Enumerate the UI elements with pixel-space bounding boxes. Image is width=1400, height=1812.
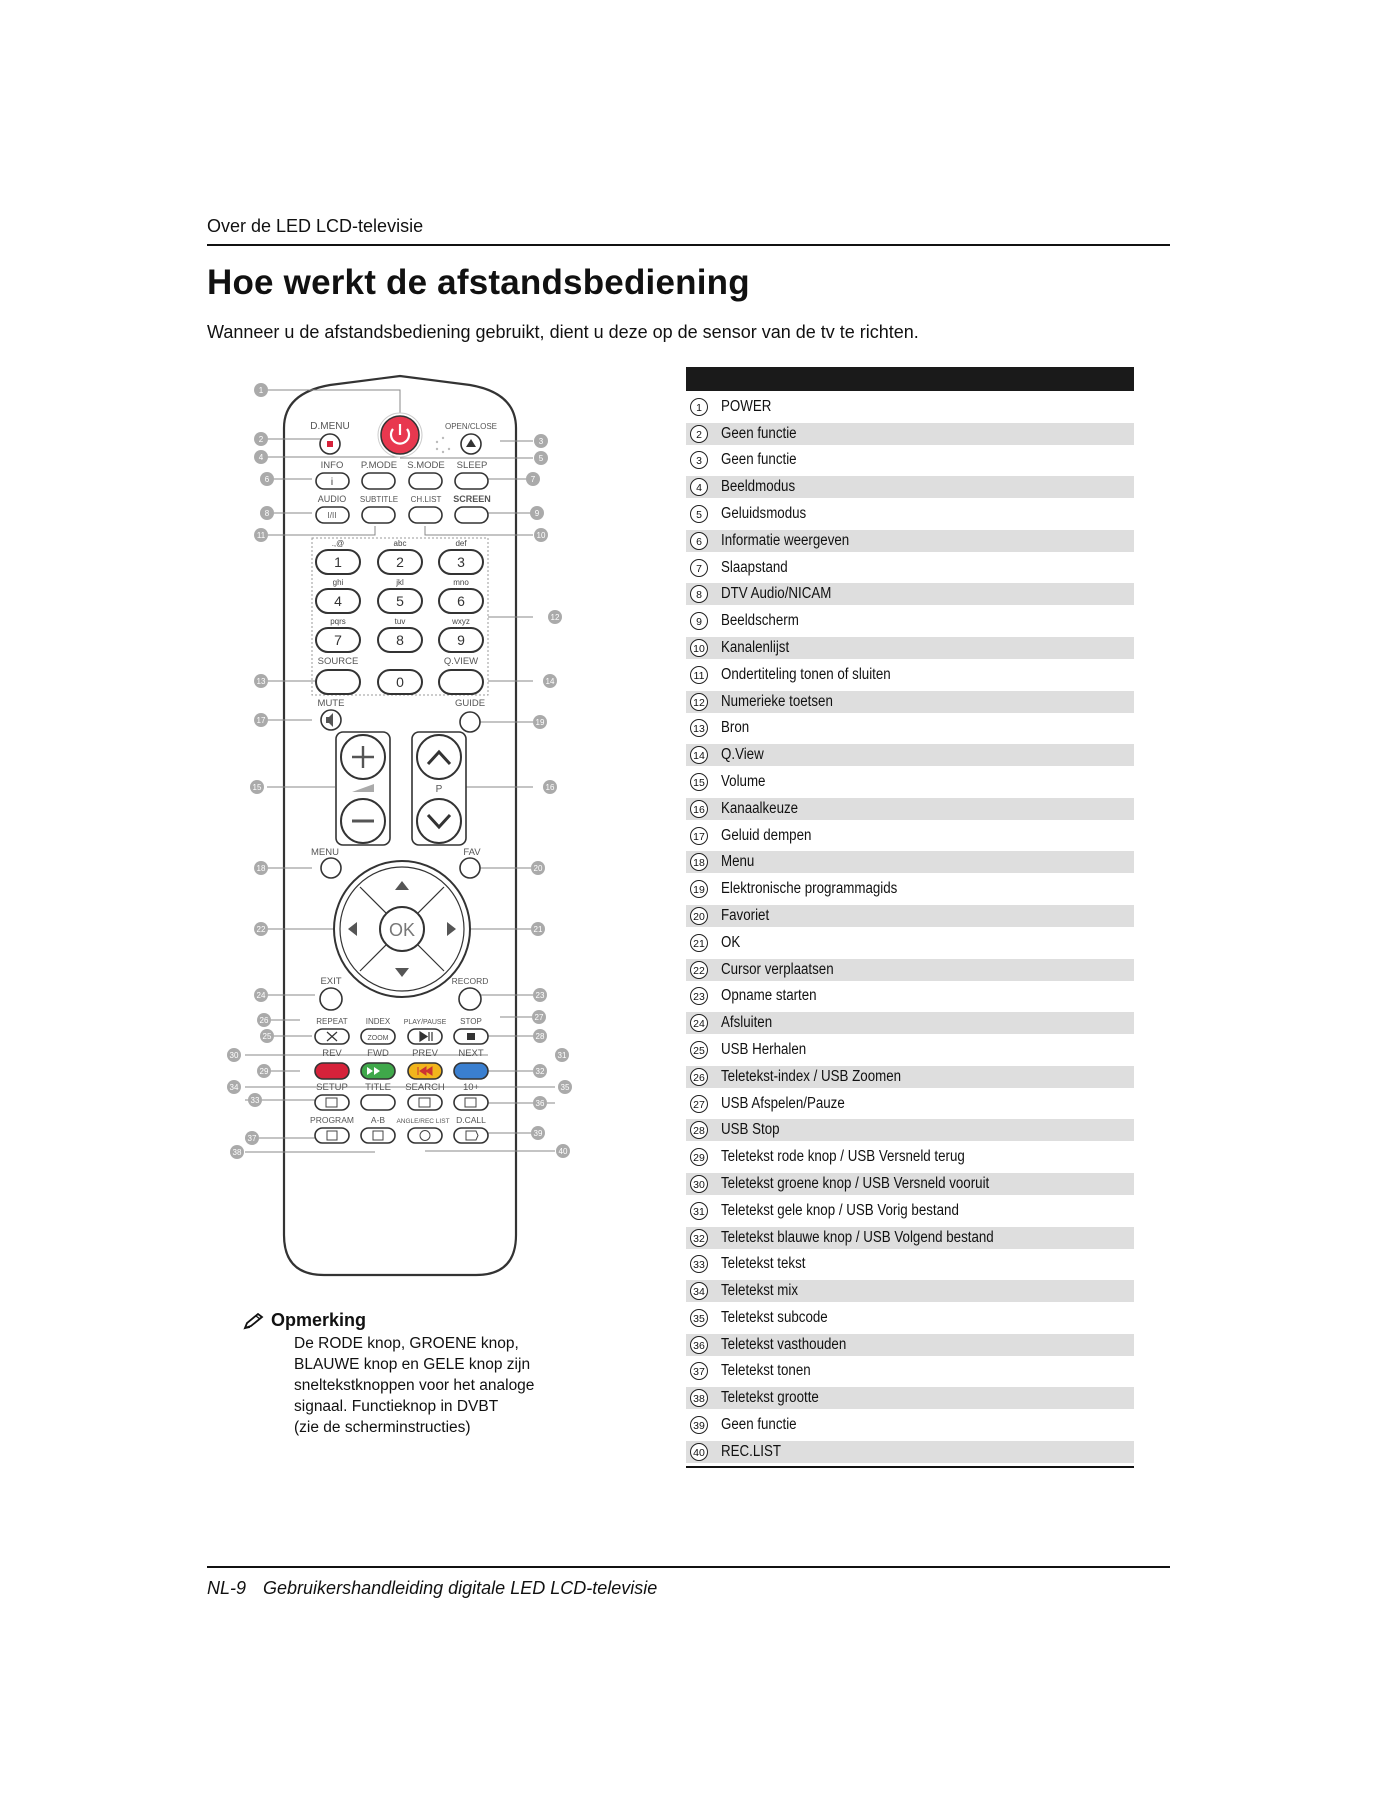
row-number-badge: 3 <box>690 451 708 469</box>
row-label: Geluid dempen <box>721 826 812 844</box>
table-row <box>686 503 1134 525</box>
row-number-badge: 31 <box>690 1202 708 1220</box>
header-rule <box>207 244 1170 246</box>
svg-text:13: 13 <box>256 677 266 686</box>
row-number-badge: 37 <box>690 1362 708 1380</box>
svg-text:2: 2 <box>258 435 264 444</box>
svg-text:8: 8 <box>264 509 270 518</box>
row-number-badge: 40 <box>690 1443 708 1461</box>
row-label: Teletekst blauwe knop / USB Volgend bestand <box>721 1228 994 1246</box>
svg-text:15: 15 <box>252 783 262 792</box>
playpause-label: PLAY/PAUSE <box>403 1019 447 1026</box>
table-row <box>686 744 1134 766</box>
row-number-badge: 14 <box>690 746 708 764</box>
note-line: signaal. Functieknop in DVBT <box>294 1398 499 1415</box>
svg-text:24: 24 <box>256 991 266 1000</box>
row-label: Teletekst rode knop / USB Versneld terug <box>721 1148 965 1166</box>
row-label: Elektronische programmagids <box>721 880 898 898</box>
info-label: INFO <box>320 460 344 471</box>
table-row <box>686 557 1134 579</box>
svg-text:jkl: jkl <box>396 578 404 587</box>
footer-title: Gebruikershandleiding digitale LED LCD-televisie <box>263 1578 658 1598</box>
row-label: Teletekst mix <box>721 1282 799 1300</box>
svg-text:0: 0 <box>396 674 404 690</box>
table-row <box>686 1307 1134 1329</box>
note-line: sneltekstknoppen voor het analoge <box>294 1377 535 1394</box>
table-row <box>686 878 1134 900</box>
row-label: OK <box>721 933 741 951</box>
table-row <box>686 985 1134 1007</box>
title-label: TITLE <box>365 1082 391 1093</box>
red-button[interactable] <box>315 1063 349 1079</box>
table-row <box>686 1146 1134 1168</box>
menu-button[interactable] <box>321 858 341 878</box>
table-row <box>686 1012 1134 1034</box>
chlist-button[interactable] <box>409 507 442 523</box>
program-button[interactable] <box>315 1128 349 1143</box>
source-button[interactable] <box>316 670 360 694</box>
table-row <box>686 1119 1134 1141</box>
row-label: Teletekst gele knop / USB Vorig bestand <box>721 1201 959 1219</box>
svg-text:mno: mno <box>453 578 469 587</box>
row-label: Volume <box>721 772 766 790</box>
row-number-badge: 8 <box>690 585 708 603</box>
table-rows <box>686 396 1134 1463</box>
table-header <box>686 367 1134 391</box>
table-row <box>686 851 1134 873</box>
svg-text:abc: abc <box>393 539 407 548</box>
svg-text:5: 5 <box>396 593 404 609</box>
guide-label: GUIDE <box>454 698 486 709</box>
table-row <box>686 1280 1134 1302</box>
svg-text:35: 35 <box>560 1083 570 1092</box>
chlist-label: CH.LIST <box>410 495 442 504</box>
page-title: Hoe werkt de afstandsbediening <box>207 263 750 302</box>
svg-text:4: 4 <box>258 453 264 462</box>
note-line: De RODE knop, GROENE knop, <box>294 1335 519 1352</box>
smode-label: S.MODE <box>407 460 445 471</box>
svg-text:2: 2 <box>396 554 404 570</box>
screen-label: SCREEN <box>453 494 491 504</box>
svg-text:9: 9 <box>457 632 465 648</box>
info-icon: i <box>330 477 334 488</box>
svg-text:wxyz: wxyz <box>452 617 470 626</box>
row-label: Q.View <box>721 746 764 764</box>
row-label: Opname starten <box>721 987 817 1005</box>
row-number-badge: 28 <box>690 1121 708 1139</box>
svg-text:5: 5 <box>538 454 544 463</box>
row-number-badge: 9 <box>690 612 708 630</box>
row-number-badge: 4 <box>690 478 708 496</box>
footer-rule <box>207 1566 1170 1568</box>
table-row <box>686 1334 1134 1356</box>
svg-text:18: 18 <box>256 864 266 873</box>
svg-text:33: 33 <box>250 1096 260 1105</box>
table-row <box>686 423 1134 445</box>
svg-text:6: 6 <box>457 593 465 609</box>
svg-text:32: 32 <box>535 1067 545 1076</box>
audio-icon: I/II <box>327 511 337 520</box>
menu-label: MENU <box>311 847 339 858</box>
row-number-badge: 11 <box>690 666 708 684</box>
svg-text:pqrs: pqrs <box>330 617 346 626</box>
ab-button[interactable] <box>361 1128 395 1143</box>
svg-text:8: 8 <box>396 632 404 648</box>
note-line: (zie de scherminstructies) <box>294 1419 471 1436</box>
svg-text:28: 28 <box>535 1032 545 1041</box>
row-label: Geen functie <box>721 451 797 469</box>
sleep-button[interactable] <box>455 473 488 489</box>
channel-up-button[interactable] <box>417 735 461 779</box>
table-row <box>686 717 1134 739</box>
row-label: Informatie weergeven <box>721 531 850 549</box>
svg-text:ghi: ghi <box>332 578 344 587</box>
exit-label: EXIT <box>320 976 342 987</box>
table-row <box>686 798 1134 820</box>
record-label: RECORD <box>451 976 489 986</box>
table-row <box>686 1039 1134 1061</box>
row-number-badge: 16 <box>690 800 708 818</box>
p-label: P <box>435 784 443 795</box>
row-number-badge: 24 <box>690 1014 708 1032</box>
svg-text:31: 31 <box>557 1051 567 1060</box>
stop-icon <box>327 441 333 447</box>
svg-text:4: 4 <box>334 593 342 609</box>
row-label: USB Stop <box>721 1121 780 1139</box>
footer-page-number: NL-9 <box>207 1578 247 1598</box>
svg-text:22: 22 <box>256 925 266 934</box>
table-row <box>686 1173 1134 1195</box>
table-row <box>686 449 1134 471</box>
table-row <box>686 1200 1134 1222</box>
row-number-badge: 18 <box>690 853 708 871</box>
svg-text:10: 10 <box>536 531 546 540</box>
row-number-badge: 33 <box>690 1255 708 1273</box>
prev-label: PREV <box>412 1048 438 1059</box>
row-number-badge: 7 <box>690 559 708 577</box>
smode-button[interactable] <box>409 473 442 489</box>
table-row <box>686 530 1134 552</box>
svg-text:.,@: .,@ <box>331 539 345 548</box>
svg-text:7: 7 <box>530 475 536 484</box>
svg-text:19: 19 <box>535 718 545 727</box>
rev-label: REV <box>322 1048 342 1059</box>
row-label: Numerieke toetsen <box>721 692 833 710</box>
pmode-button[interactable] <box>362 473 395 489</box>
qview-label: Q.VIEW <box>443 656 479 667</box>
svg-text:3: 3 <box>457 554 465 570</box>
svg-text:23: 23 <box>535 991 545 1000</box>
row-number-badge: 39 <box>690 1416 708 1434</box>
note-body <box>294 1333 563 1438</box>
svg-text:1: 1 <box>258 386 264 395</box>
svg-text:def: def <box>455 539 467 548</box>
svg-text:7: 7 <box>334 632 342 648</box>
row-number-badge: 25 <box>690 1041 708 1059</box>
stop-label: STOP <box>460 1017 482 1026</box>
source-label: SOURCE <box>317 656 359 667</box>
row-number-badge: 22 <box>690 961 708 979</box>
remote-diagram <box>215 370 585 1290</box>
channel-down-button[interactable] <box>417 799 461 843</box>
svg-text:6: 6 <box>264 475 270 484</box>
row-number-badge: 27 <box>690 1095 708 1113</box>
svg-text:9: 9 <box>534 509 540 518</box>
row-label: Teletekst tekst <box>721 1255 806 1273</box>
svg-text:34: 34 <box>229 1083 239 1092</box>
screen-button[interactable] <box>455 507 488 523</box>
setup-label: SETUP <box>316 1082 348 1093</box>
table-row <box>686 637 1134 659</box>
row-label: Kanaalkeuze <box>721 799 799 817</box>
row-label: USB Herhalen <box>721 1040 807 1058</box>
row-label: Geen functie <box>721 1416 797 1434</box>
table-row <box>686 825 1134 847</box>
row-number-badge: 10 <box>690 639 708 657</box>
svg-text:30: 30 <box>229 1051 239 1060</box>
table-row <box>686 610 1134 632</box>
row-number-badge: 20 <box>690 907 708 925</box>
table-row <box>686 476 1134 498</box>
table-bottom-rule <box>686 1466 1134 1468</box>
ok-label: OK <box>388 920 416 940</box>
row-label: Teletekst tonen <box>721 1362 811 1380</box>
row-label: Bron <box>721 719 750 737</box>
table-row <box>686 771 1134 793</box>
svg-text:12: 12 <box>550 613 560 622</box>
ten-plus-label: 10+ <box>462 1082 480 1093</box>
row-number-badge: 17 <box>690 827 708 845</box>
table-row <box>686 1093 1134 1115</box>
row-number-badge: 34 <box>690 1282 708 1300</box>
table-row <box>686 396 1134 418</box>
row-label: Afsluiten <box>721 1014 773 1032</box>
index-label: INDEX <box>365 1017 391 1026</box>
subtitle-button[interactable] <box>362 507 395 523</box>
row-number-badge: 26 <box>690 1068 708 1086</box>
row-label: Favoriet <box>721 906 770 924</box>
table-row <box>686 1253 1134 1275</box>
function-table <box>686 367 1134 1468</box>
row-label: Teletekst subcode <box>721 1308 828 1326</box>
pencil-icon <box>243 1312 265 1330</box>
row-number-badge: 38 <box>690 1389 708 1407</box>
svg-text:1: 1 <box>334 554 342 570</box>
subtitle-label: SUBTITLE <box>359 495 399 504</box>
guide-button[interactable] <box>460 712 480 732</box>
row-label: Menu <box>721 853 755 871</box>
table-row <box>686 1227 1134 1249</box>
fwd-label: FWD <box>367 1048 389 1059</box>
next-label: NEXT <box>458 1048 484 1059</box>
row-label: Teletekst grootte <box>721 1389 819 1407</box>
pmode-label: P.MODE <box>360 460 398 471</box>
row-label: Beeldmodus <box>721 478 796 496</box>
table-row <box>686 1441 1134 1463</box>
table-row <box>686 905 1134 927</box>
row-label: Ondertiteling tonen of sluiten <box>721 665 891 683</box>
dcall-label: D.CALL <box>456 1115 486 1125</box>
header-title: Over de LED LCD-televisie <box>207 216 424 236</box>
table-row <box>686 959 1134 981</box>
svg-text:29: 29 <box>259 1067 269 1076</box>
svg-text:25: 25 <box>262 1032 272 1041</box>
svg-text:39: 39 <box>533 1129 543 1138</box>
row-number-badge: 15 <box>690 773 708 791</box>
svg-text:11: 11 <box>256 531 266 540</box>
table-row <box>686 1387 1134 1409</box>
row-number-badge: 2 <box>690 425 708 443</box>
row-label: Teletekst-index / USB Zoomen <box>721 1067 902 1085</box>
fav-button[interactable] <box>460 858 480 878</box>
row-number-badge: 29 <box>690 1148 708 1166</box>
row-label: Geen functie <box>721 424 797 442</box>
row-label: Slaapstand <box>721 558 788 576</box>
svg-text:38: 38 <box>232 1148 242 1157</box>
angle-label: ANGLE/REC LIST <box>396 1118 450 1125</box>
table-row <box>686 1066 1134 1088</box>
search-button[interactable] <box>408 1095 442 1110</box>
repeat-label: REPEAT <box>316 1017 348 1026</box>
footer <box>207 1578 657 1599</box>
table-row <box>686 1414 1134 1436</box>
ten-plus-button[interactable] <box>454 1095 488 1110</box>
title-button[interactable] <box>361 1095 395 1110</box>
program-label: PROGRAM <box>310 1115 354 1125</box>
row-number-badge: 30 <box>690 1175 708 1193</box>
svg-text:40: 40 <box>558 1147 568 1156</box>
fav-label: FAV <box>463 847 481 858</box>
note-line: BLAUWE knop en GELE knop zijn <box>294 1356 531 1373</box>
svg-text:3: 3 <box>538 437 544 446</box>
blue-button[interactable] <box>454 1063 488 1079</box>
svg-text:20: 20 <box>533 864 543 873</box>
qview-button[interactable] <box>439 670 483 694</box>
row-label: USB Afspelen/Pauze <box>721 1094 845 1112</box>
row-number-badge: 1 <box>690 398 708 416</box>
row-label: Geluidsmodus <box>721 504 807 522</box>
row-label: DTV Audio/NICAM <box>721 585 832 603</box>
mute-label: MUTE <box>317 698 345 709</box>
table-row <box>686 932 1134 954</box>
row-number-badge: 12 <box>690 693 708 711</box>
svg-text:27: 27 <box>534 1013 544 1022</box>
svg-text:14: 14 <box>545 677 555 686</box>
table-row <box>686 664 1134 686</box>
table-row <box>686 691 1134 713</box>
svg-text:tuv: tuv <box>394 617 406 626</box>
row-label: Teletekst groene knop / USB Versneld vooruit <box>721 1174 990 1192</box>
openclose-label: OPEN/CLOSE <box>444 422 498 431</box>
row-number-badge: 19 <box>690 880 708 898</box>
row-label: POWER <box>721 397 772 415</box>
note-heading <box>243 1310 563 1331</box>
row-number-badge: 13 <box>690 719 708 737</box>
row-number-badge: 23 <box>690 987 708 1005</box>
row-label: REC.LIST <box>721 1442 781 1460</box>
row-number-badge: 6 <box>690 532 708 550</box>
dcall-button[interactable] <box>454 1128 488 1143</box>
intro-text: Wanneer u de afstandsbediening gebruikt, dient u deze op de sensor van de tv te richten. <box>207 322 919 342</box>
row-number-badge: 21 <box>690 934 708 952</box>
sleep-label: SLEEP <box>456 460 488 471</box>
setup-button[interactable] <box>315 1095 349 1110</box>
svg-text:17: 17 <box>256 716 266 725</box>
row-number-badge: 36 <box>690 1336 708 1354</box>
exit-button[interactable] <box>320 988 342 1010</box>
svg-text:16: 16 <box>545 783 555 792</box>
row-number-badge: 35 <box>690 1309 708 1327</box>
stop-square-icon <box>467 1033 475 1040</box>
row-number-badge: 32 <box>690 1229 708 1247</box>
record-button[interactable] <box>459 988 481 1010</box>
row-label: Cursor verplaatsen <box>721 960 834 978</box>
svg-text:26: 26 <box>259 1016 269 1025</box>
table-row <box>686 583 1134 605</box>
zoom-icon: ZOOM <box>367 1035 389 1042</box>
note <box>243 1310 563 1438</box>
ab-label: A-B <box>370 1115 386 1125</box>
row-number-badge: 5 <box>690 505 708 523</box>
svg-text:36: 36 <box>535 1099 545 1108</box>
dmenu-label: D.MENU <box>310 421 350 432</box>
search-label: SEARCH <box>405 1082 445 1093</box>
audio-label: AUDIO <box>317 494 347 504</box>
note-heading-text: Opmerking <box>271 1310 367 1330</box>
svg-text:37: 37 <box>247 1134 257 1143</box>
table-row <box>686 1360 1134 1382</box>
row-label: Teletekst vasthouden <box>721 1335 847 1353</box>
svg-text:21: 21 <box>533 925 543 934</box>
row-label: Beeldscherm <box>721 612 799 630</box>
row-label: Kanalenlijst <box>721 638 790 656</box>
